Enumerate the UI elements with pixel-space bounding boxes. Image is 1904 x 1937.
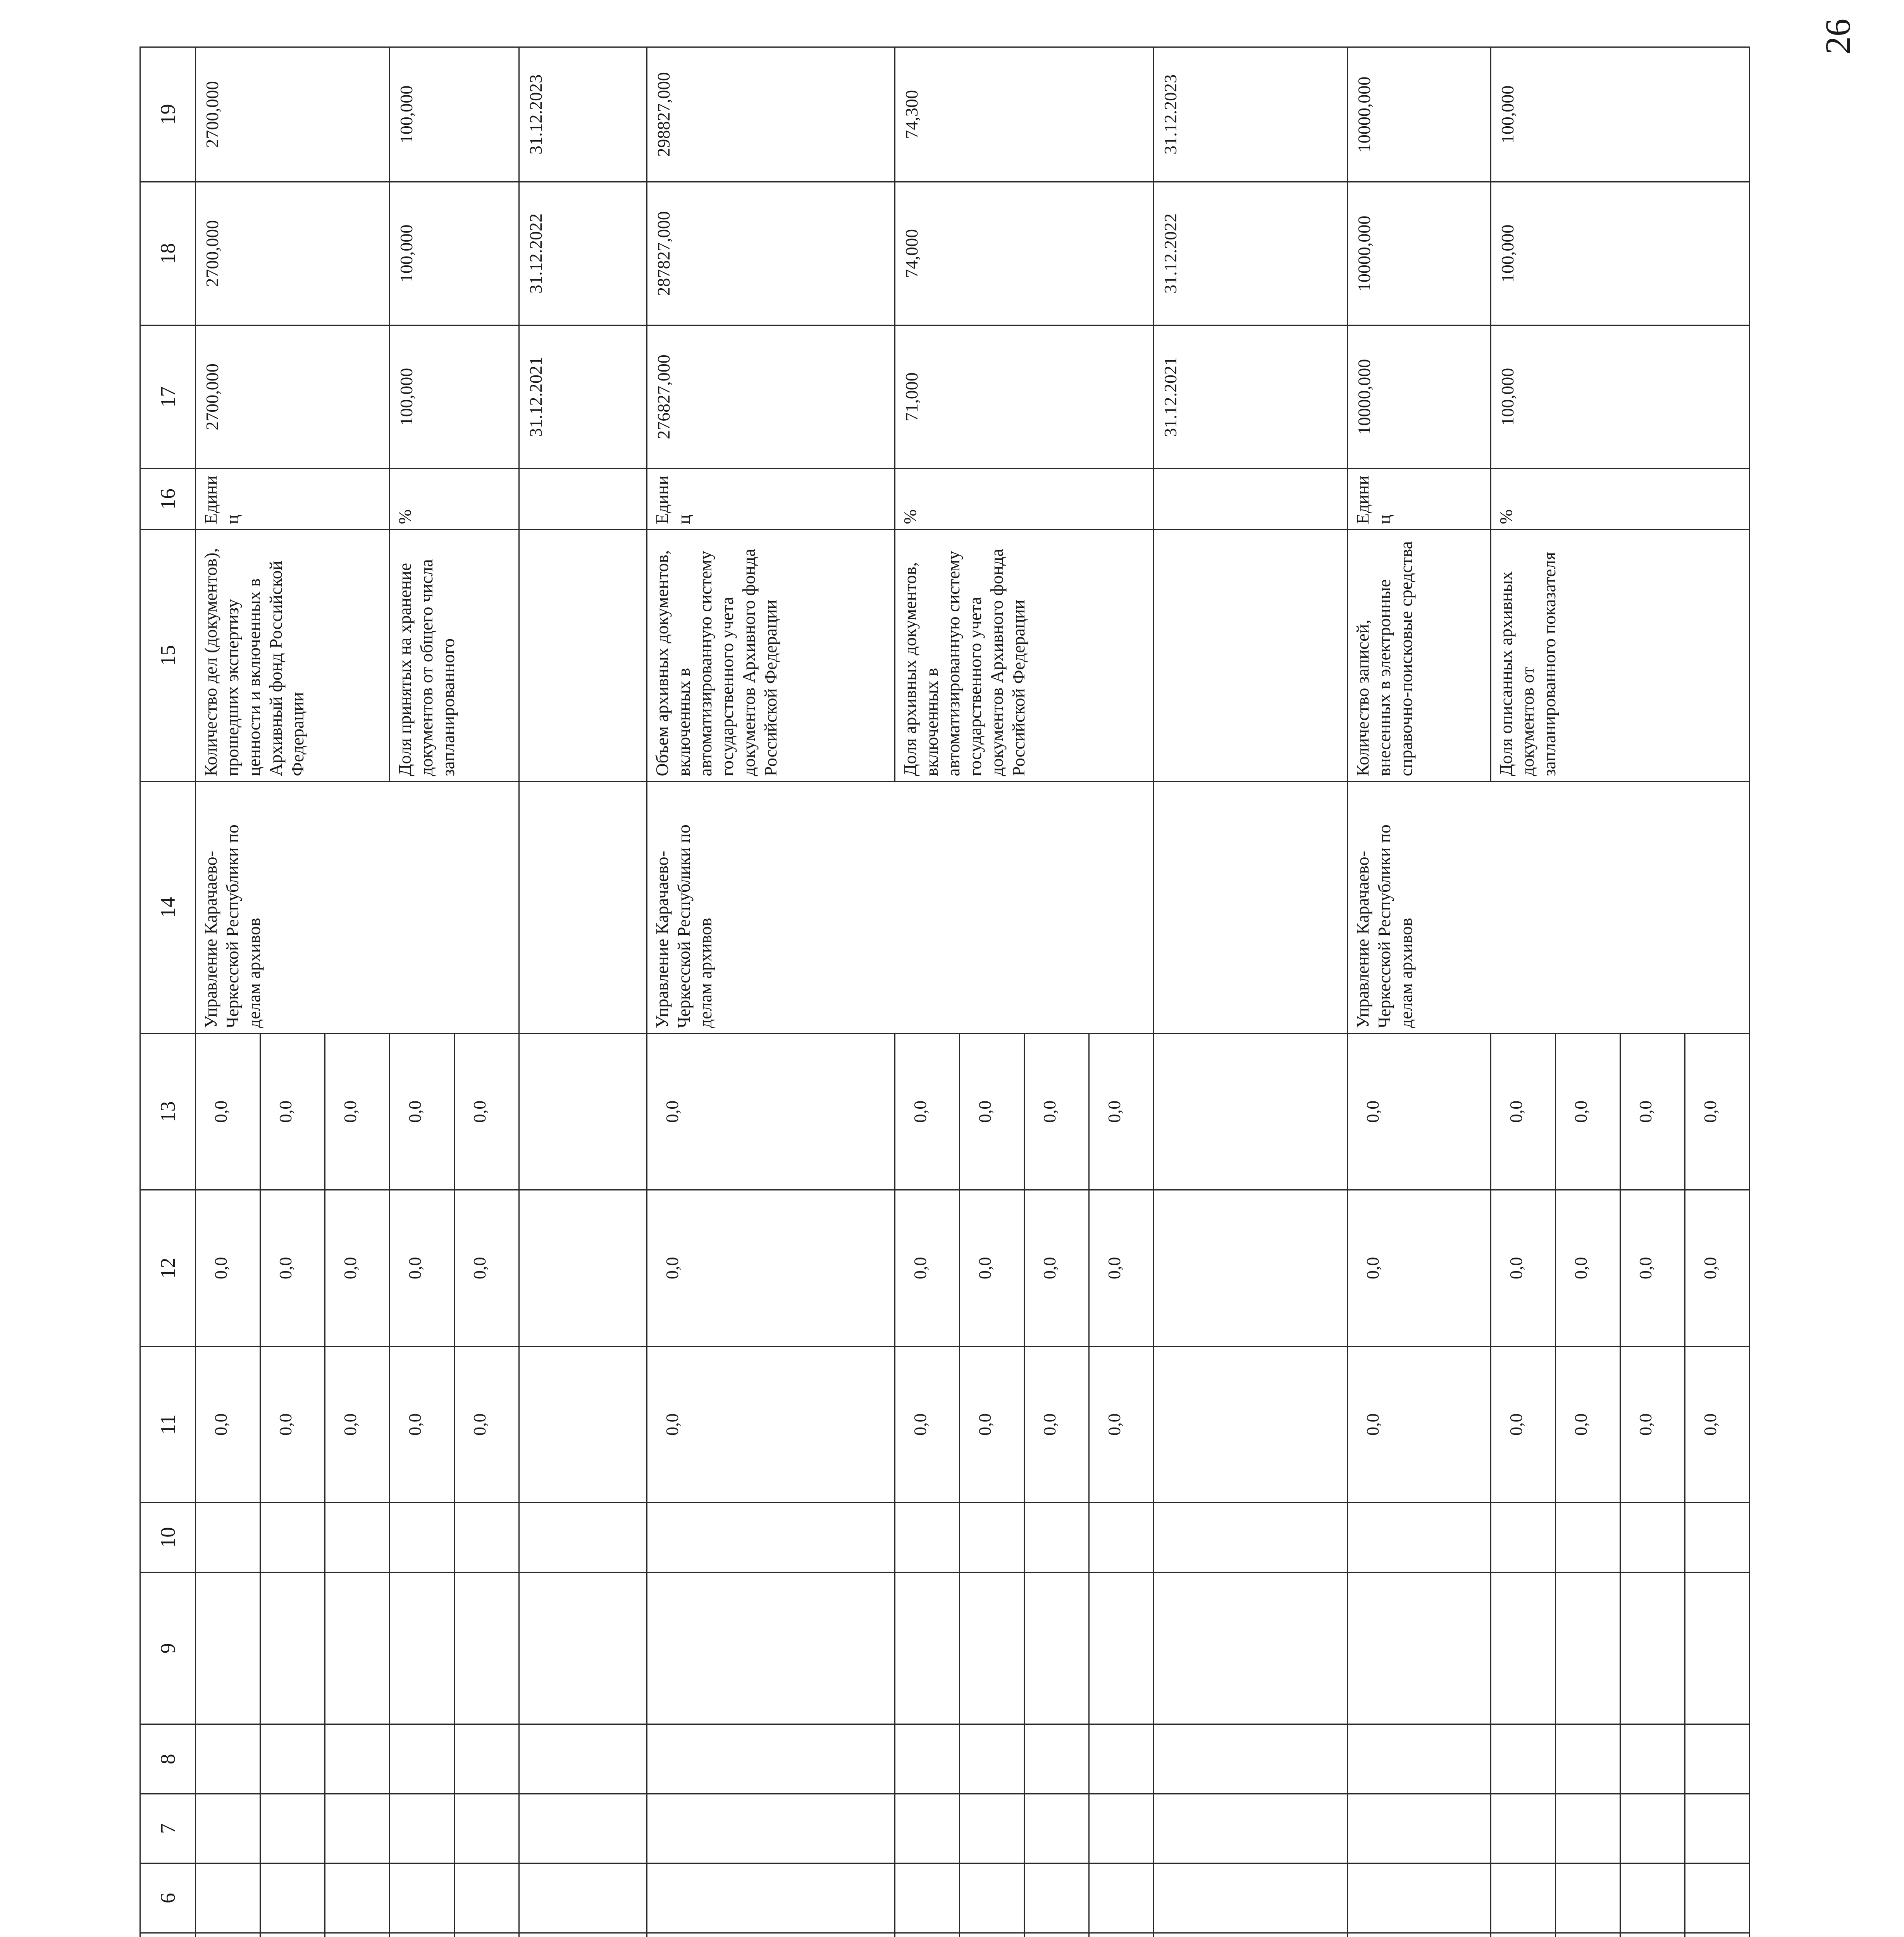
value-cell: 0,0: [1620, 1190, 1685, 1346]
row-executor: Управление Карачаево-Черкесской Республики по делам архивов: [647, 781, 1154, 1034]
row-executor: Управление Карачаево-Черкесской Республики по делам архивов: [196, 781, 519, 1034]
source-cell: [196, 1933, 260, 1937]
value-cell: 0,0: [647, 1190, 895, 1346]
indicator-2022: 287827,000: [647, 182, 895, 325]
indicator-2022: 74,000: [895, 182, 1154, 325]
value-cell: 0,0: [895, 1346, 960, 1503]
value-cell: 0,0: [390, 1346, 454, 1503]
indicator-unit: %: [390, 469, 519, 530]
value-cell: 0,0: [1685, 1190, 1750, 1346]
date-2022: 31.12.2022: [519, 182, 647, 325]
value-cell: 0,0: [1089, 1190, 1154, 1346]
value-cell: 0,0: [1348, 1190, 1491, 1346]
value-cell: 0,0: [960, 1034, 1024, 1190]
date-2022: 31.12.2022: [1154, 182, 1348, 325]
date-2023: 31.12.2023: [519, 47, 647, 182]
value-cell: 0,0: [1089, 1346, 1154, 1503]
source-cell: [325, 1933, 390, 1937]
header-row: [140, 47, 196, 1937]
header-cell: 15: [140, 530, 196, 782]
header-cell: 7: [140, 1794, 196, 1863]
source-cell: [390, 1933, 454, 1937]
value-cell: 0,0: [1024, 1190, 1089, 1346]
indicator-unit: %: [1491, 469, 1750, 530]
indicator-2021: 71,000: [895, 325, 1154, 468]
indicator-2022: 10000,000: [1348, 182, 1491, 325]
value-cell: 0,0: [260, 1346, 325, 1503]
indicator-2021: 10000,000: [1348, 325, 1491, 468]
value-cell: 0,0: [454, 1346, 519, 1503]
value-cell: 0,0: [196, 1034, 260, 1190]
table-row: [1348, 47, 1491, 1937]
header-cell: 18: [140, 182, 196, 325]
date-2023: 31.12.2023: [1154, 47, 1348, 182]
header-cell: 14: [140, 781, 196, 1034]
header-cell: 11: [140, 1346, 196, 1503]
indicator-2023: 2700,000: [196, 47, 390, 182]
table-row: [196, 47, 260, 1937]
table-row: [1154, 47, 1348, 1937]
program-table: [139, 46, 1750, 1937]
value-cell: 0,0: [960, 1346, 1024, 1503]
value-cell: 0,0: [196, 1190, 260, 1346]
header-cell: 16: [140, 469, 196, 530]
value-cell: 0,0: [325, 1034, 390, 1190]
source-cell: [1685, 1933, 1750, 1937]
value-cell: 0,0: [1089, 1034, 1154, 1190]
header-cell: 17: [140, 325, 196, 468]
value-cell: 0,0: [647, 1034, 895, 1190]
indicator-2021: 100,000: [1491, 325, 1750, 468]
source-cell: [260, 1933, 325, 1937]
header-cell: 10: [140, 1503, 196, 1572]
indicator-2023: 298827,000: [647, 47, 895, 182]
page-number: 26: [1818, 19, 1858, 54]
value-cell: 0,0: [196, 1346, 260, 1503]
indicator-2021: 100,000: [390, 325, 519, 468]
value-cell: 0,0: [390, 1190, 454, 1346]
source-cell: [1491, 1933, 1556, 1937]
indicator-name: Количество дел (документов), прошедших экспертизу ценности и включенных в Архивный фонд Российской Федерации: [196, 530, 390, 782]
indicator-unit: Единиц: [647, 469, 895, 530]
indicator-2023: 74,300: [895, 47, 1154, 182]
value-cell: 0,0: [1556, 1346, 1620, 1503]
value-cell: 0,0: [260, 1034, 325, 1190]
value-cell: 0,0: [1491, 1034, 1556, 1190]
header-cell: 9: [140, 1572, 196, 1724]
value-cell: 0,0: [1348, 1346, 1491, 1503]
value-cell: 0,0: [895, 1034, 960, 1190]
value-cell: 0,0: [960, 1190, 1024, 1346]
indicator-name: Доля описанных архивных документов от запланированного показателя: [1491, 530, 1750, 782]
value-cell: 0,0: [1685, 1034, 1750, 1190]
value-cell: 0,0: [260, 1190, 325, 1346]
row-executor: Управление Карачаево-Черкесской Республики по делам архивов: [1348, 781, 1750, 1034]
value-cell: 0,0: [1024, 1034, 1089, 1190]
value-cell: 0,0: [1556, 1034, 1620, 1190]
source-cell: [1556, 1933, 1620, 1937]
indicator-2023: 100,000: [390, 47, 519, 182]
header-cell: 6: [140, 1863, 196, 1933]
value-cell: 0,0: [1620, 1346, 1685, 1503]
source-cell: [960, 1933, 1024, 1937]
source-cell: [1348, 1933, 1491, 1937]
source-cell: [895, 1933, 960, 1937]
value-cell: 0,0: [1685, 1346, 1750, 1503]
source-cell: [454, 1933, 519, 1937]
indicator-name: Количество записей, внесенных в электронные справочно-поисковые средства: [1348, 530, 1491, 782]
table-row: [647, 47, 895, 1937]
table-row: [519, 47, 647, 1937]
header-cell: [140, 1933, 196, 1937]
value-cell: 0,0: [647, 1346, 895, 1503]
value-cell: 0,0: [1491, 1346, 1556, 1503]
value-cell: 0,0: [325, 1346, 390, 1503]
header-cell: 8: [140, 1724, 196, 1794]
indicator-unit: Единиц: [1348, 469, 1491, 530]
value-cell: 0,0: [1491, 1190, 1556, 1346]
indicator-2023: 100,000: [1491, 47, 1750, 182]
indicator-2022: 2700,000: [196, 182, 390, 325]
source-cell: [1089, 1933, 1154, 1937]
value-cell: 0,0: [454, 1190, 519, 1346]
value-cell: 0,0: [390, 1034, 454, 1190]
indicator-2022: 100,000: [390, 182, 519, 325]
indicator-unit: %: [895, 469, 1154, 530]
indicator-unit: Единиц: [196, 469, 390, 530]
date-2021: 31.12.2021: [1154, 325, 1348, 468]
source-cell: [647, 1933, 895, 1937]
value-cell: 0,0: [895, 1190, 960, 1346]
value-cell: 0,0: [325, 1190, 390, 1346]
rotated-table-wrapper: [139, 46, 1871, 1937]
indicator-2023: 10000,000: [1348, 47, 1491, 182]
indicator-2021: 276827,000: [647, 325, 895, 468]
indicator-2022: 100,000: [1491, 182, 1750, 325]
source-cell: [1620, 1933, 1685, 1937]
header-cell: 13: [140, 1034, 196, 1190]
value-cell: 0,0: [1348, 1034, 1491, 1190]
value-cell: 0,0: [1556, 1190, 1620, 1346]
indicator-name: Объем архивных документов, включенных в автоматизированную систему государственного учета документов Архивного фонда Российской Федерации: [647, 530, 895, 782]
header-cell: 19: [140, 47, 196, 182]
date-2021: 31.12.2021: [519, 325, 647, 468]
value-cell: 0,0: [1620, 1034, 1685, 1190]
indicator-2021: 2700,000: [196, 325, 390, 468]
value-cell: 0,0: [1024, 1346, 1089, 1503]
value-cell: 0,0: [454, 1034, 519, 1190]
indicator-name: Доля принятых на хранение документов от общего числа запланированного: [390, 530, 519, 782]
source-cell: [1024, 1933, 1089, 1937]
indicator-name: Доля архивных документов, включенных в автоматизированную систему государственного учета документов Архивного фонда Российской Федерации: [895, 530, 1154, 782]
header-cell: 12: [140, 1190, 196, 1346]
